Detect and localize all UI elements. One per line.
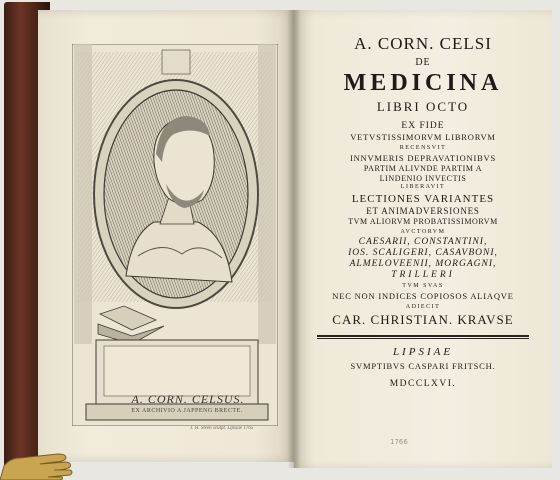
title-line-17: IOS. SCALIGERI, CASAVBONI,	[348, 248, 498, 258]
editor-line: CAR. CHRISTIAN. KRAVSE	[332, 312, 514, 327]
brass-hand-weight	[0, 444, 80, 480]
title-line-7: RECENSVIT	[399, 145, 447, 151]
title-line-6: VETVSTISSIMORVM LIBRORVM	[350, 132, 496, 142]
frontispiece-engraving	[72, 44, 278, 426]
main-title: MEDICINA	[343, 70, 503, 96]
title-line-14: TVM ALIORVM PROBATISSIMORVM	[348, 217, 498, 226]
subtitle-libri: LIBRI OCTO	[376, 99, 470, 114]
title-de: DE	[415, 57, 431, 68]
title-line-20: TVM SVAS	[402, 283, 444, 289]
title-line-21: NEC NON INDICES COPIOSOS ALIAQVE	[332, 291, 514, 301]
title-line-15: AVCTORVM	[400, 229, 446, 235]
title-line-11: LIBERAVIT	[400, 184, 446, 190]
double-rule	[317, 335, 529, 339]
title-line-18: ALMELOVEENII, MORGAGNI,	[349, 259, 497, 269]
imprint-place: LIPSIAE	[392, 346, 454, 358]
engraver-credit: J. H. Steen sculpt. Lipsiae 1765	[190, 426, 254, 431]
imprint-year: MDCCLXVI.	[389, 379, 457, 389]
engraving-caption: A. CORN. CELSUS.	[131, 392, 245, 406]
title-line-5: EX FIDE	[401, 121, 445, 131]
book-gutter	[288, 10, 300, 468]
title-line-8: INNVMERIS DEPRAVATIONIBVS	[349, 153, 497, 163]
pencil-annotation: 1766	[390, 438, 408, 446]
title-line-16: CAESARII, CONSTANTINI,	[358, 237, 488, 247]
title-line-12: LECTIONES VARIANTES	[351, 193, 495, 205]
title-page-text	[300, 34, 546, 389]
engraving-subcaption: EX ARCHIVIO A JAPPENG BRECTE.	[131, 408, 243, 414]
imprint-publisher: SVMPTIBVS CASPARI FRITSCH.	[350, 361, 496, 371]
title-line-19: TRILLERI	[391, 270, 455, 280]
title-line-10: LINDENIO INVECTIS	[379, 174, 467, 183]
author-line: A. CORN. CELSI	[354, 34, 492, 53]
title-line-13: ET ANIMADVERSIONES	[366, 206, 480, 216]
title-line-22: ADIECIT	[405, 304, 441, 310]
title-line-9: PARTIM ALIVNDE PARTIM A	[363, 164, 483, 173]
